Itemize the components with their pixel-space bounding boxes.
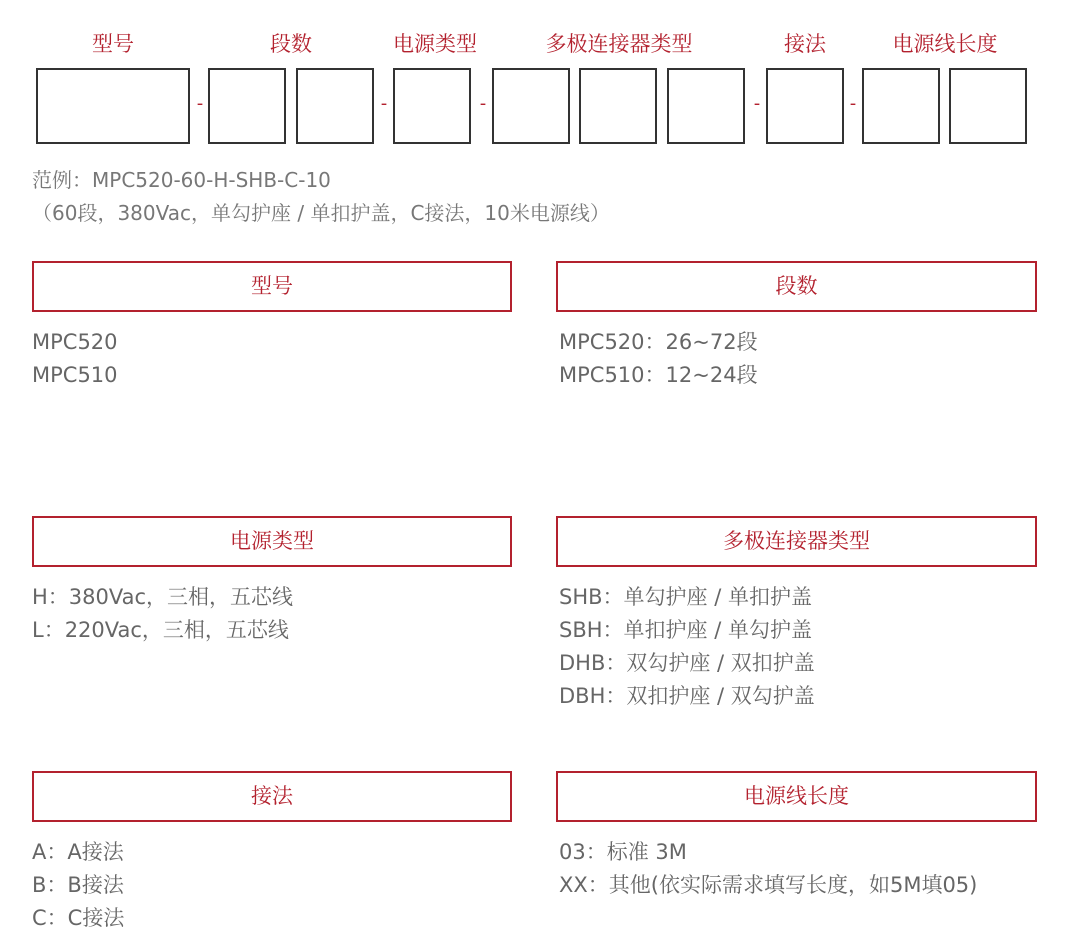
list-item: B：B接法	[32, 873, 124, 897]
code-separator: -	[380, 93, 388, 114]
section-list-connector-type	[559, 581, 815, 713]
code-box-power-type	[393, 68, 471, 144]
section-header-segments: 段数	[556, 261, 1037, 312]
list-item: DBH：双扣护座 / 双勾护盖	[559, 684, 815, 708]
code-box-cable-length-2	[949, 68, 1027, 144]
code-label-power-type: 电源类型	[393, 32, 477, 56]
section-header-connector-type: 多极连接器类型	[556, 516, 1037, 567]
list-item: MPC520：26~72段	[559, 330, 758, 354]
section-list-wiring	[32, 836, 124, 935]
code-label-segments: 段数	[270, 32, 312, 56]
code-label-cable-length: 电源线长度	[892, 32, 998, 56]
code-separator: -	[753, 93, 761, 114]
example-code: 范例：MPC520-60-H-SHB-C-10	[32, 168, 331, 192]
code-box-connector-3	[667, 68, 745, 144]
section-header-model: 型号	[32, 261, 512, 312]
list-item: SHB：单勾护座 / 单扣护盖	[559, 585, 812, 609]
list-item: XX：其他(依实际需求填写长度，如5M填05)	[559, 873, 978, 897]
code-box-connector-2	[579, 68, 657, 144]
section-list-segments	[559, 326, 758, 392]
section-header-power-type: 电源类型	[32, 516, 512, 567]
list-item: MPC520	[32, 330, 118, 354]
section-header-cable-length: 电源线长度	[556, 771, 1037, 822]
code-box-wiring	[766, 68, 844, 144]
list-item: A：A接法	[32, 840, 124, 864]
code-label-model: 型号	[92, 32, 134, 56]
list-item: H：380Vac，三相，五芯线	[32, 585, 294, 609]
code-label-wiring: 接法	[784, 32, 826, 56]
code-box-model	[36, 68, 190, 144]
list-item: L：220Vac，三相，五芯线	[32, 618, 289, 642]
code-box-connector-1	[492, 68, 570, 144]
example-description: （60段，380Vac，单勾护座 / 单扣护盖，C接法，10米电源线）	[32, 201, 610, 225]
code-label-connector-type: 多极连接器类型	[545, 32, 693, 56]
code-box-segments-2	[296, 68, 374, 144]
section-list-power-type	[32, 581, 293, 647]
code-separator: -	[849, 93, 857, 114]
list-item: DHB：双勾护座 / 双扣护盖	[559, 651, 815, 675]
code-box-segments-1	[208, 68, 286, 144]
section-list-cable-length	[559, 836, 977, 902]
list-item: C：C接法	[32, 906, 125, 930]
list-item: 03：标准 3M	[559, 840, 687, 864]
code-separator: -	[196, 93, 204, 114]
code-box-cable-length-1	[862, 68, 940, 144]
list-item: MPC510	[32, 363, 118, 387]
list-item: MPC510：12~24段	[559, 363, 758, 387]
section-list-model	[32, 326, 118, 392]
list-item: SBH：单扣护座 / 单勾护盖	[559, 618, 812, 642]
code-separator: -	[479, 93, 487, 114]
section-header-wiring: 接法	[32, 771, 512, 822]
